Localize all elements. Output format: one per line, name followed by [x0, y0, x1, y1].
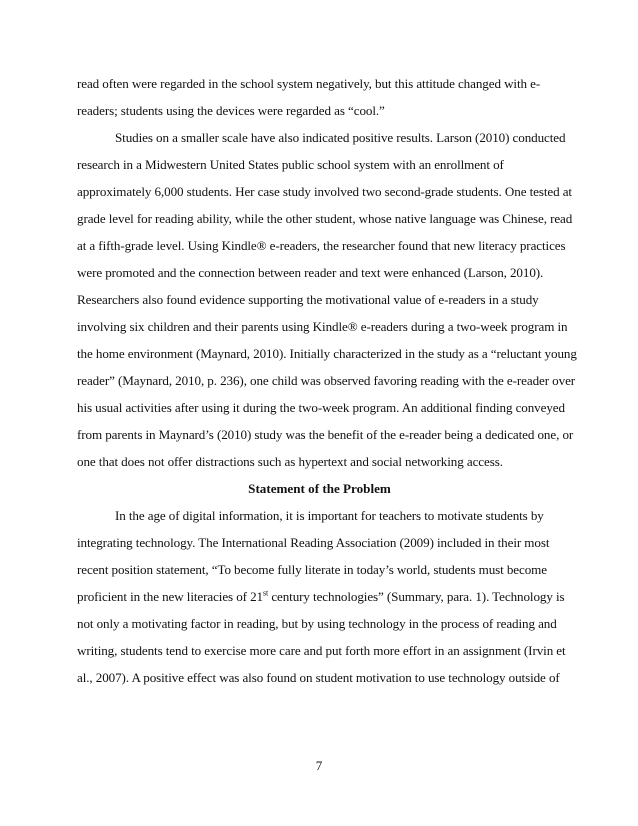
text-line: from parents in Maynard’s (2010) study was the benefit of the e-reader being a dedicated one, or — [77, 427, 574, 442]
text-line: readers; students using the devices were regarded as “cool.” — [77, 103, 385, 118]
text-line: at a fifth-grade level. Using Kindle® e-readers, the researcher found that new literacy practices — [77, 238, 566, 253]
text-line: Studies on a smaller scale have also indicated positive results. Larson (2010) conducted — [115, 130, 566, 145]
text-line: Researchers also found evidence supporting the motivational value of e-readers in a study — [77, 292, 539, 307]
text-line: approximately 6,000 students. Her case study involved two second-grade students. One tested at — [77, 184, 572, 199]
section-heading: Statement of the Problem — [248, 481, 391, 496]
text-line: read often were regarded in the school system negatively, but this attitude changed with e- — [77, 76, 541, 91]
text-line: not only a motivating factor in reading, but by using technology in the process of reading and — [77, 616, 557, 631]
text-line: his usual activities after using it during the two-week program. An additional finding conveyed — [77, 400, 565, 415]
text-line: the home environment (Maynard, 2010). Initially characterized in the study as a “reluctant young — [77, 346, 577, 361]
text-line: involving six children and their parents using Kindle® e-readers during a two-week program in — [77, 319, 568, 334]
text-line: writing, students tend to exercise more care and put forth more effort in an assignment (Irvin et — [77, 643, 566, 658]
text-line: grade level for reading ability, while the other student, whose native language was Chinese, read — [77, 211, 573, 226]
text-line: were promoted and the connection between reader and text were enhanced (Larson, 2010). — [77, 265, 544, 280]
text-line: integrating technology. The International Reading Association (2009) included in their most — [77, 535, 550, 550]
text-line: al., 2007). A positive effect was also found on student motivation to use technology outside of — [77, 670, 560, 685]
text-fragment: century technologies” (Summary, para. 1). Technology is — [268, 589, 565, 604]
text-line: research in a Midwestern United States public school system with an enrollment of — [77, 157, 504, 172]
text-fragment: proficient in the new literacies of 21 — [77, 589, 263, 604]
page-number: 7 — [315, 758, 323, 773]
text-line: recent position statement, “To become fully literate in today’s world, students must become — [77, 562, 547, 577]
text-line: reader” (Maynard, 2010, p. 236), one child was observed favoring reading with the e-reader over — [77, 373, 576, 388]
superscript: st — [263, 588, 269, 598]
text-line-with-superscript — [77, 588, 565, 605]
text-line: In the age of digital information, it is important for teachers to motivate students by — [115, 508, 544, 523]
text-line: one that does not offer distractions such as hypertext and social networking access. — [77, 454, 503, 469]
